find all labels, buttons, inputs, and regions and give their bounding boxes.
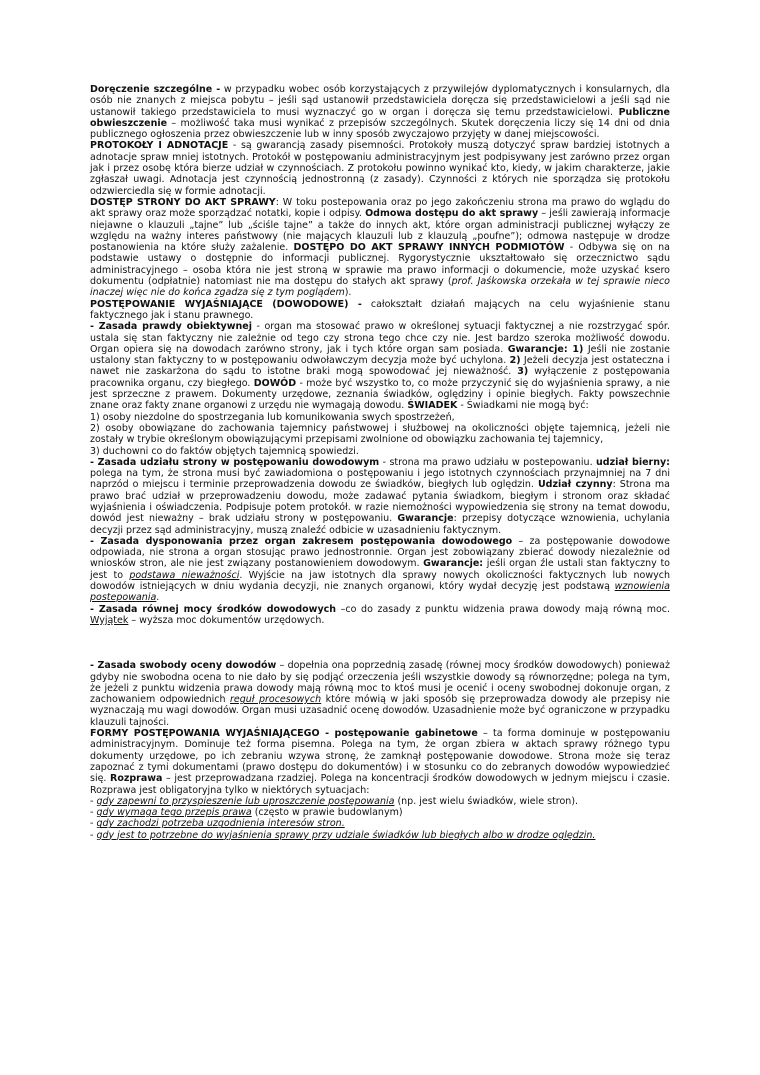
rozprawa-conditions-list — [90, 796, 670, 841]
bold-run: Gwarancje — [397, 513, 454, 525]
rozprawa-list-item — [90, 830, 670, 841]
paragraph-dostep-do-akt — [90, 197, 670, 299]
text-run: - Świadkami nie mogą być: — [457, 400, 589, 412]
underlined-run: reguł procesowych — [229, 694, 322, 706]
bold-run: - Zasada udziału strony w postępowaniu dowodowym — [90, 456, 380, 468]
text-run: jeśli organ źle ustali stan faktyczny to jest to — [90, 558, 670, 581]
underlined-run: gdy zachodzi potrzeba uzgodnienia interesów stron. — [96, 818, 345, 830]
bold-run: Publiczne obwieszczenie — [90, 106, 670, 129]
bold-run: POSTĘPOWANIE WYJAŚNIAJĄCE (DOWODOWE) - — [90, 298, 362, 310]
bold-run: Gwarancje: 1) — [507, 343, 584, 355]
underlined-run: gdy jest to potrzebne do wyjaśnienia sprawy przy udziale świadków lub biegłych albo w drodze oględzin. — [96, 829, 596, 841]
swiadek-list-item: 3) duchowni co do faktów objętych tajemnicą spowiedzi. — [90, 445, 359, 457]
paragraph-zasada-prawdy-obiektywnej — [90, 321, 670, 411]
text-run: : Strona ma prawo brać udział w przeprowadzeniu dowodu, może zadawać pytania świadkom, biegłym i stronom oraz składać wyjaśnienia i oświadczenia. Podpisuje potem protokół. w razie niemożności wypowiedzenia się strony na temat dowodu, dowód jest nieważny – brak udziału strony w postępowaniu. — [90, 479, 670, 525]
text-run: - może być wszystko to, co może przyczynić się do wyjaśnienia sprawy, a nie jest sprzeczne z prawem. Dokumenty urzędowe, zeznania świadków, oględziny i opinie biegłych. Fakty powszechnie znane oraz fakty znane organowi z urzędu nie wymagają dowodu. — [90, 377, 671, 412]
text-run: (np. jest wielu świadków, wiele stron). — [394, 795, 579, 807]
text-run: które mówią w jaki sposób się przeprowadza dowody ale przepisy nie wyznaczają mu wagi dowodów. Organ musi uzasadnić ocenę dowodów. Uzasadnienie może być ograniczone w przypadku klauzuli tajności. — [90, 694, 670, 728]
text-run: Jeżeli decyzja jest ostateczna i nawet nie zaskarżona do sądu to istotne braki mogą spowodować jej nieważność. — [90, 355, 670, 378]
underlined-run: gdy wymaga tego przepis prawa — [96, 807, 252, 819]
paragraph-postepowanie-wyjasniajace — [90, 299, 670, 322]
text-run: - Odbywa się on na podstawie ustawy o dostępnie do informacji publicznej. Rygorystycznie ukształtowało się orzecznictwo sądu administracyjnego – osoba która nie jest stroną w sprawie ma prawo informacji o dokumencie, może uzyskać ksero dokumentu (odpłatnie) natomiast nie ma dostępu do stałych akt sprawy ( — [90, 242, 670, 288]
text-run: – dopełnia ona poprzednią zasadę (równej mocy środków dowodowych) ponieważ gdyby nie swobodna ocena to nie dało by się podjąć orzeczenia jeśli wszystkie dowody są równorzędne; polega na tym, że jeżeli z punktu widzenia prawa dowody mają równą moc to ktoś musi je ocenić i oceny swobodnej dokonuje organ, z zachowaniem odpowiednich — [90, 660, 670, 706]
text-run: (często w prawie budowlanym) — [251, 807, 403, 819]
text-run: polega na tym, że strona musi być zawiadomiona o postępowaniu i jego istotnych czynnościach przynajmniej na 7 dni naprzód o miejscu i terminie przeprowadzenia dowodu ze świadków, biegłych lub oględzin. — [90, 468, 670, 491]
paragraph-zasada-swobody-oceny — [90, 660, 670, 728]
text-run: –co do zasady z punktu widzenia prawa dowody mają równą moc. — [336, 603, 671, 615]
bold-run: Gwarancje: — [423, 558, 484, 570]
text-run: - — [90, 829, 97, 841]
text-run: całokształt działań mających na celu wyjaśnienie stanu faktycznego jak i stanu prawnego. — [90, 298, 670, 321]
paragraph-zasada-dysponowania — [90, 536, 670, 604]
bold-run: 3) — [517, 366, 529, 378]
text-run: – jeśli zawierają informacje niejawne o klauzuli „tajne” lub „ściśle tajne” a także do innych akt, które organ administracji publicznej wyłączy ze względu na ważny interes państwowy (nie mających klauzuli lub z klauzulą „poufne”); odmowa następuje w drodze postanowienia na które służy zażalenie. — [90, 208, 670, 254]
text-run: ). — [344, 287, 352, 299]
text-run: – za postępowanie dowodowe odpowiada, nie strona a organ stosując prawo jednostronnie. Organ jest zobowiązany zbierać dowody niezależnie od wniosków stron, ale nie jest związany postanowieniem dowodowym. — [90, 535, 670, 570]
bold-run: - Zasada równej mocy środków dowodowych — [90, 603, 337, 615]
section-spacer — [90, 626, 670, 660]
bold-run: udział bierny: — [596, 456, 670, 468]
text-run: – możliwość taka musi wynikać z przepisów szczególnych. Skutek doręczenia liczy się 14 dni od dnia publicznego ogłoszenia przez obwieszczenie lub w inny sposób zwyczajowo przyjęty w danej miejscowości. — [90, 117, 670, 141]
bold-run: - Zasada dysponowania przez organ zakresem postępowania dowodowego — [90, 535, 513, 547]
bold-run: ŚWIADEK — [407, 400, 458, 412]
rozprawa-list-item — [90, 796, 670, 807]
document-page — [90, 84, 670, 841]
bold-run: Rozprawa — [110, 773, 163, 785]
underlined-run: podstawa nieważności — [129, 569, 240, 581]
rozprawa-list-item — [90, 818, 670, 829]
text-run: Jeśli nie zostanie ustalony stan faktyczny to w postępowaniu odwoławczym decyzja może być uchylona. — [90, 343, 670, 367]
bold-run: DOWÓD — [253, 377, 297, 389]
paragraph-zasada-udzialu-strony — [90, 457, 670, 536]
bold-run: PROTOKOŁY I ADNOTACJE — [90, 140, 229, 152]
text-run: - organ ma stosować prawo w określonej sytuacji faktycznej a nie rozstrzygać spór. ustala się stan faktyczny nie zależnie od tego czy strona tego chce czy nie. Jest bardzo szeroka możliwość dowodu. Organ opiera się na dowodach zarówno strony, jak i tych które organ sam posiada. — [90, 321, 670, 355]
underlined-run: Wyjątek — [90, 614, 129, 626]
bold-run: - Zasada prawdy obiektywnej — [90, 321, 252, 333]
italic-run: prof. Jaśkowska orzekała w tej sprawie nieco inaczej więc nie do końca zgadza się z tym poglądem — [90, 276, 670, 299]
text-run: : W toku postepowania oraz po jego zakończeniu strona ma prawo do wglądu do akt sprawy oraz może sporządzać notatki, kopie i odpisy. — [90, 196, 670, 220]
bold-run: DOSTĘP STRONY DO AKT SPRAWY — [90, 196, 276, 208]
bold-run: FORMY POSTĘPOWANIA WYJAŚNIAJĄCEGO - postępowanie gabinetowe — [90, 728, 478, 740]
underlined-run: gdy zapewni to przyspieszenie lub uproszczenie postępowania — [96, 795, 395, 807]
paragraph-zasada-rownej-mocy — [90, 604, 670, 627]
bold-run: - Zasada swobody oceny dowodów — [90, 660, 277, 672]
text-run: wyłączenie z postępowania pracownika organu, czy biegłego. — [90, 366, 671, 389]
swiadek-exclusion-list — [90, 412, 670, 457]
text-run: - — [90, 818, 97, 830]
bold-run: Doręczenie szczególne - — [90, 84, 221, 95]
text-run: – ta forma dominuje w postępowaniu administracyjnym. Dominuje też forma pisemna. Polega na tym, że organ zbiera w aktach sprawy różnego typu dokumenty urzędowe, po ich zebraniu wzywa stronę, że zamknął postępowanie dowodowe. Strona może się teraz zapoznać z tymi dokumentami (prawo dostępu do dokumentów) i w stosunku co do zebranych dowodów wypowiedzieć się. — [90, 728, 670, 785]
text-run: – jest przeprowadzana rzadziej. Polega na koncentracji środków dowodowych w jednym miejscu i czasie. Rozprawa jest obligatoryjna tylko w niektórych sytuacjach: — [90, 773, 670, 796]
text-run: – wyższa moc dokumentów urzędowych. — [128, 614, 325, 626]
bold-run: Odmowa dostępu do akt sprawy — [365, 208, 539, 220]
text-run: . Wyjście na jaw istotnych dla sprawy nowych okoliczności faktycznych lub nowych dowodów istniejących w dniu wydania decyzji, nie znanych organowi, który wydał decyzję jest podstawą — [90, 569, 670, 593]
paragraph-protokoly-i-adnotacje — [90, 140, 670, 196]
text-run: . — [156, 592, 160, 604]
text-run: : przepisy dotyczące wznowienia, uchylania decyzji przez sąd administracyjny, muszą znaleźć odbicie w uzasadnieniu faktycznym. — [90, 513, 670, 536]
bold-run: DOSTĘPO DO AKT SPRAWY INNYCH PODMIOTÓW — [293, 242, 565, 254]
text-run: - — [90, 795, 97, 807]
text-run: - — [90, 807, 97, 819]
swiadek-list-item: 1) osoby niezdolne do spostrzegania lub komunikowania swych spostrzeżeń, — [90, 411, 455, 423]
text-run: w przypadku wobec osób korzystających z przywilejów dyplomatycznych i konsularnych, dla osób nie znanych z miejsca pobytu – jeśli sąd ustanowił przedstawiciela doręcza się przedstawicielowi a jeśli sąd nie ustanowił takiego przedstawiciela to musi wyznaczyć go w organ i doręcza się temu przedstawicielowi. — [90, 84, 670, 118]
text-run: - są gwarancją zasady pisemności. Protokoły muszą dotyczyć spraw bardziej istotnych a adnotacje spraw mniej istotnych. Protokół w postępowaniu administracyjnym jest podpisywany jest zarówno przez organ jak i przez osobę która bierze udział w czynnościach. Z protokołu powinno wynikać kto, kiedy, w jakim charakterze, jakie zgłaszał uwagi. Adnotacja jest czynnością jednostronną (z zasady). Czynności z których nie sporządza się protokołu odzwierciedla się w formie adnotacji. — [90, 140, 670, 197]
bold-run: Udział czynny — [537, 479, 613, 491]
underlined-run: wznowienia postepowania — [90, 581, 670, 604]
swiadek-list-item: 2) osoby obowiązane do zachowania tajemnicy państwowej i służbowej na okoliczności objęte tajemnicą, jeżeli nie zostały w trybie określonym obowiązującymi przepisami zwolnione od obowiązku zachowania tej tajemnicy, — [90, 422, 670, 446]
bold-run: 2) — [509, 355, 521, 367]
paragraph-doreczenie-szczegolne — [90, 84, 670, 140]
paragraph-formy-postepowania — [90, 728, 670, 796]
rozprawa-list-item — [90, 807, 670, 818]
text-run: - strona ma prawo udziału w postepowaniu. — [379, 456, 597, 468]
